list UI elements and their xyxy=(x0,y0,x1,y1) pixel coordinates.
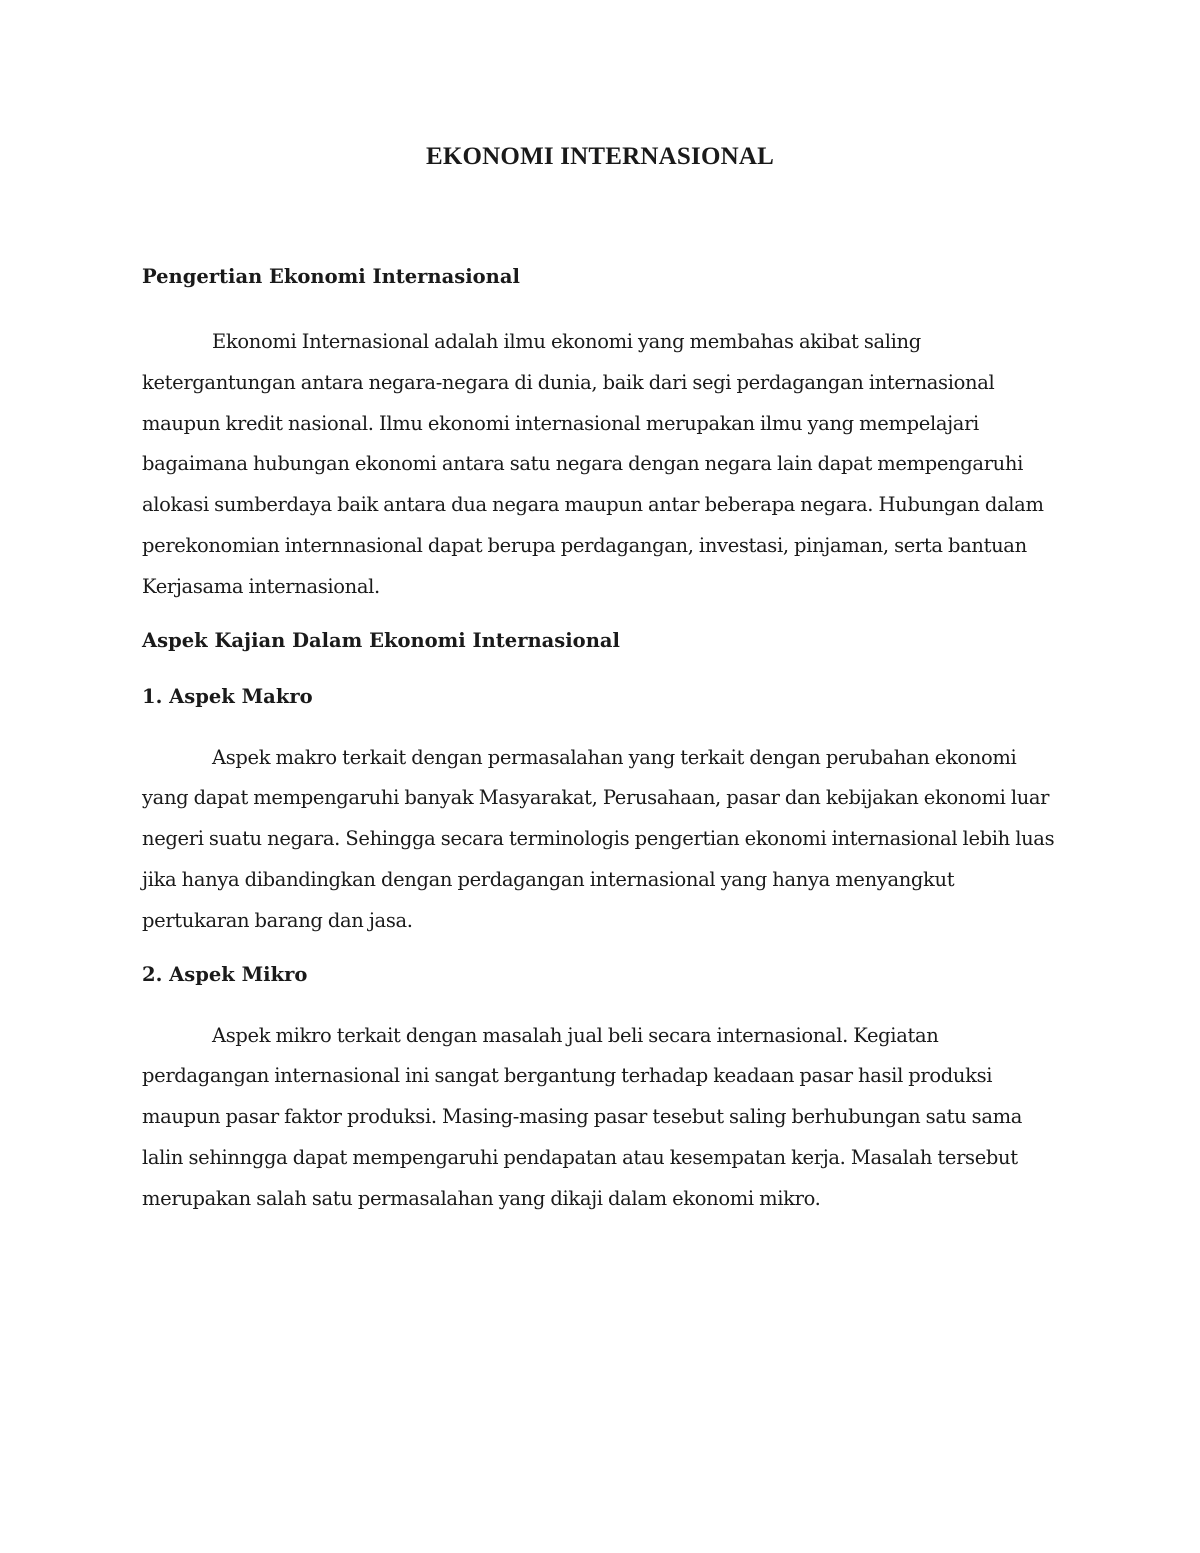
document-title: EKONOMI INTERNASIONAL xyxy=(426,143,774,170)
section-heading-pengertian: Pengertian Ekonomi Internasional xyxy=(142,265,520,288)
paragraph-aspek-makro: Aspek makro terkait dengan permasalahan yang terkait dengan perubahan ekonomi yang dapat mempengaruhi banyak Masyarakat, Perusahaan, pasar dan kebijakan ekonomi luar negeri suatu negara. Sehingga secara terminologis pengertian ekonomi internasional lebih luas jika hanya dibandingkan dengan perdagangan internasional yang hanya menyangkut pertukaran barang dan jasa. xyxy=(142,745,1055,932)
document-body xyxy=(142,262,1062,1220)
subsection-heading-aspek-mikro: 2. Aspek Mikro xyxy=(142,962,308,986)
paragraph-aspek-mikro: Aspek mikro terkait dengan masalah jual beli secara internasional. Kegiatan perdagangan internasional ini sangat bergantung terhadap keadaan pasar hasil produksi maupun pasar faktor produksi. Masing-masing pasar tesebut saling berhubungan satu sama lalin sehinngga dapat mempengaruhi pendapatan atau kesempatan kerja. Masalah tersebut merupakan salah satu permasalahan yang dikaji dalam ekonomi mikro. xyxy=(142,1023,1023,1210)
section-heading-aspek-kajian: Aspek Kajian Dalam Ekonomi Internasional xyxy=(142,628,620,652)
paragraph-pengertian: Ekonomi Internasional adalah ilmu ekonomi yang membahas akibat saling ketergantungan antara negara-negara di dunia, baik dari segi perdagangan internasional maupun kredit nasional. Ilmu ekonomi internasional merupakan ilmu yang mempelajari bagaimana hubungan ekonomi antara satu negara dengan negara lain dapat mempengaruhi alokasi sumberdaya baik antara dua negara maupun antar beberapa negara. Hubungan dalam perekonomian internnasional dapat berupa perdagangan, investasi, pinjaman, serta bantuan Kerjasama internasional. xyxy=(142,330,1044,598)
subsection-heading-aspek-makro: 1. Aspek Makro xyxy=(142,684,313,708)
